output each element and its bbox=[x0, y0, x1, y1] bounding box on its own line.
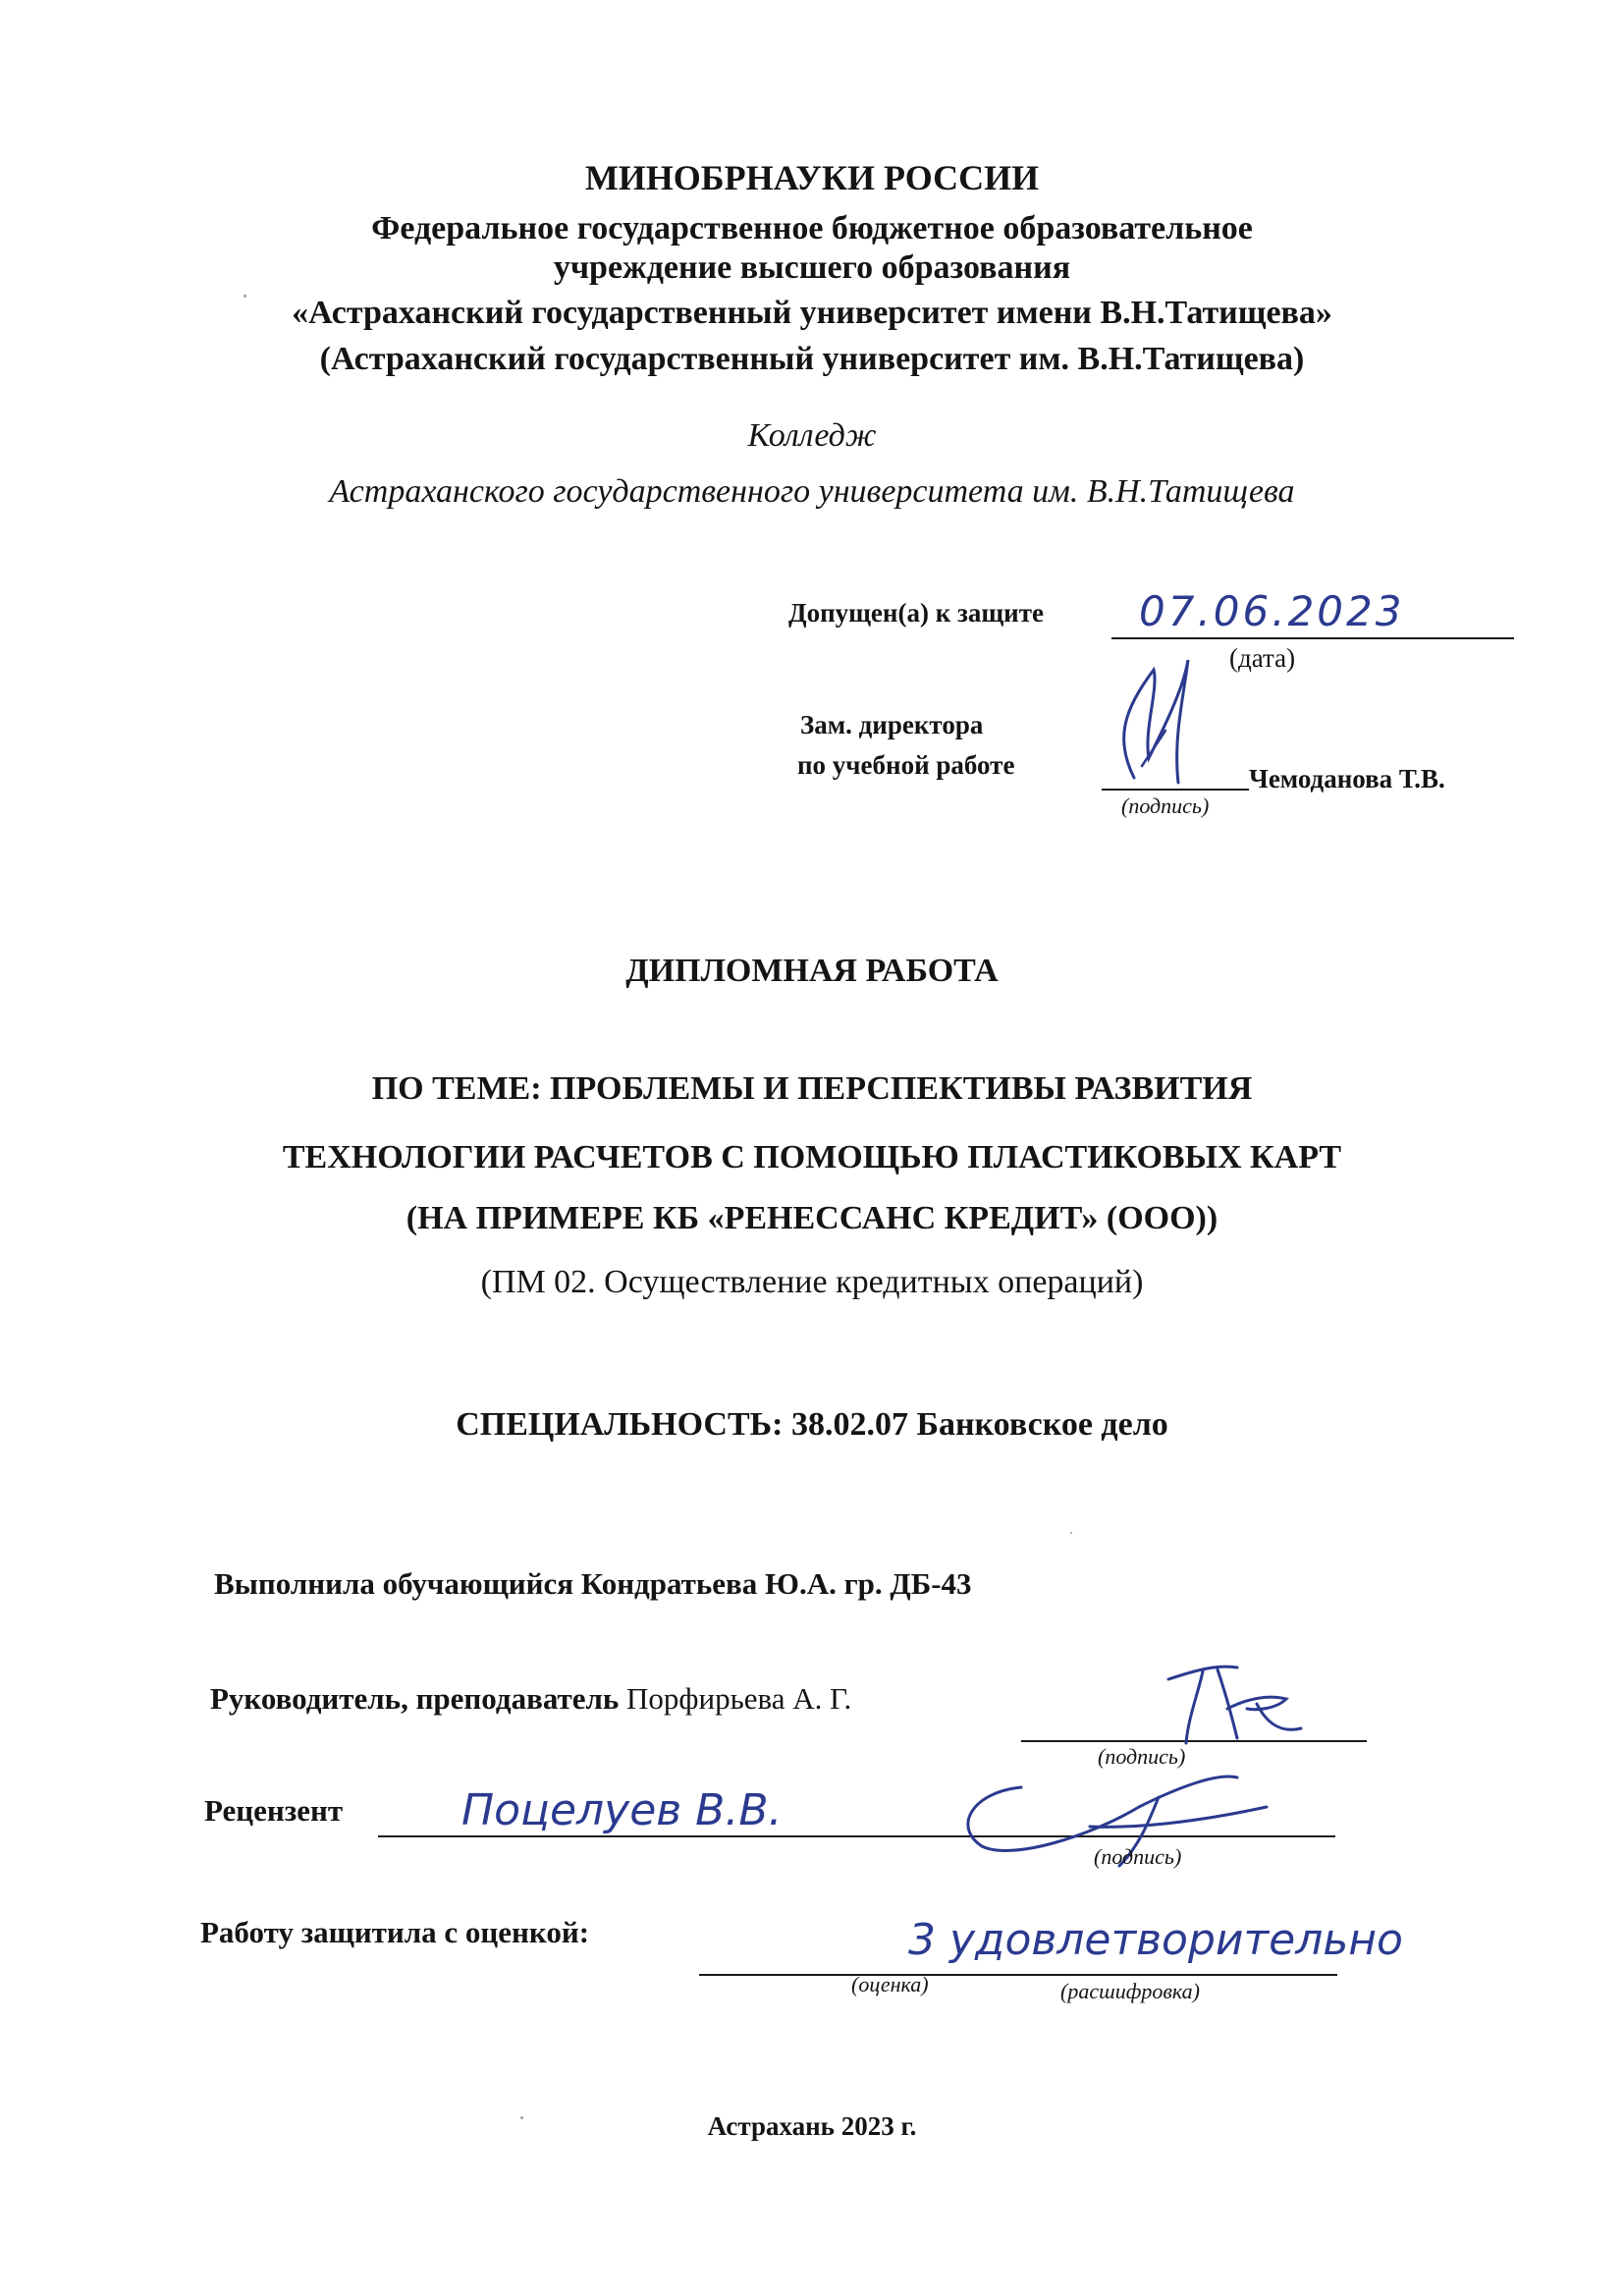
supervisor-line bbox=[210, 1681, 851, 1717]
institution-line-2: учреждение высшего образования bbox=[553, 249, 1071, 286]
college-line-2: Астраханского государственного университета им. В.Н.Татищева bbox=[329, 473, 1295, 510]
grade-decode-caption: (расшифровка) bbox=[1060, 1979, 1200, 2003]
position-line-1: Зам. директора bbox=[800, 710, 984, 739]
specialty bbox=[0, 1406, 1624, 1444]
director-signature-caption: (подпись) bbox=[1121, 793, 1210, 818]
topic-line-3: (НА ПРИМЕРЕ КБ «РЕНЕССАНС КРЕДИТ» (ООО)) bbox=[406, 1200, 1218, 1236]
director-name: Чемоданова Т.В. bbox=[1249, 764, 1445, 793]
city-year: Астрахань 2023 г. bbox=[707, 2111, 917, 2141]
topic-line-1: ПО ТЕМЕ: ПРОБЛЕМЫ И ПЕРСПЕКТИВЫ РАЗВИТИЯ bbox=[371, 1070, 1253, 1107]
work-type: ДИПЛОМНАЯ РАБОТА bbox=[625, 953, 999, 989]
student-line: Выполнила обучающийся Кондратьева Ю.А. гр. ДБ-43 bbox=[214, 1566, 972, 1601]
scan-speck bbox=[1070, 1532, 1072, 1534]
institution-line-3: «Астраханский государственный университет имени В.Н.Татищева» bbox=[292, 295, 1332, 331]
grade-underline bbox=[699, 1974, 1337, 1976]
specialty-label: СПЕЦИАЛЬНОСТЬ: bbox=[456, 1406, 784, 1443]
professional-module: (ПМ 02. Осуществление кредитных операций) bbox=[480, 1264, 1144, 1300]
topic-line-2: ТЕХНОЛОГИИ РАСЧЕТОВ С ПОМОЩЬЮ ПЛАСТИКОВЫХ КАРТ bbox=[282, 1139, 1342, 1175]
supervisor-label: Руководитель, преподаватель bbox=[210, 1681, 620, 1716]
supervisor-name: Порфирьева А. Г. bbox=[626, 1681, 852, 1716]
supervisor-signature-caption: (подпись) bbox=[1098, 1744, 1186, 1769]
director-signature-underline bbox=[1102, 789, 1249, 791]
date-underline bbox=[1111, 637, 1514, 639]
position-line-2: по учебной работе bbox=[797, 750, 1015, 780]
institution-line-4: (Астраханский государственный университет им. В.Н.Татищева) bbox=[319, 341, 1305, 377]
institution-line-1: Федеральное государственное бюджетное образовательное bbox=[371, 210, 1253, 246]
college-line-1: Колледж bbox=[747, 417, 877, 454]
date-caption: (дата) bbox=[1229, 643, 1296, 673]
reviewer-handwritten-name: Поцелуев В.В. bbox=[461, 1785, 783, 1835]
admission-label: Допущен(а) к защите bbox=[788, 598, 1044, 628]
reviewer-label: Рецензент bbox=[204, 1793, 344, 1828]
specialty-value: 38.02.07 Банковское дело bbox=[790, 1406, 1168, 1443]
supervisor-signature bbox=[1159, 1650, 1306, 1748]
ministry-name: МИНОБРНАУКИ РОССИИ bbox=[584, 158, 1040, 197]
grade-label: Работу защитила с оценкой: bbox=[200, 1915, 590, 1949]
handwritten-grade: 3 удовлетворительно bbox=[908, 1915, 1403, 1965]
handwritten-date: 07.06.2023 bbox=[1139, 587, 1405, 635]
director-signature bbox=[1105, 650, 1222, 788]
reviewer-signature-caption: (подпись) bbox=[1094, 1844, 1182, 1869]
grade-caption: (оценка) bbox=[851, 1972, 929, 1996]
